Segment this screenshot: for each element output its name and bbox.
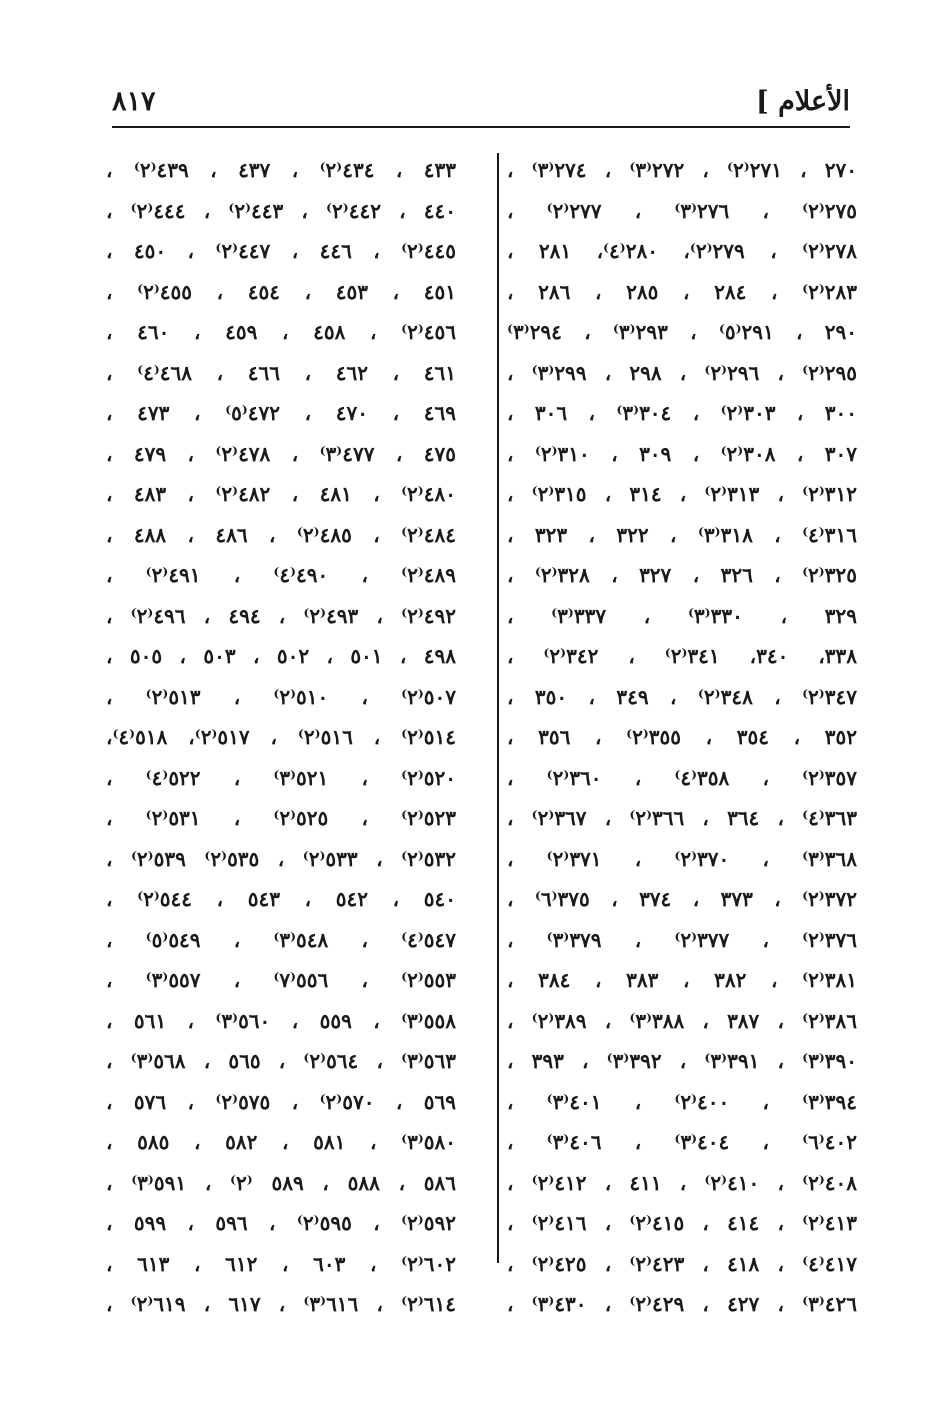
index-line: ٤٩٢⁽٢⁾ ، ٤٩٣⁽٢⁾ ، ٤٩٤ ، ٤٩٦⁽٢⁾ ، xyxy=(106,603,457,628)
index-line: ٤٠٢⁽٦⁾ ، ٤٠٤⁽٣⁾ ، ٤٠٦⁽٣⁾ ، xyxy=(507,1130,858,1154)
index-line: ٤٥٦⁽٢⁾ ، ٤٥٨ ، ٤٥٩ ، ٤٦٠ ، xyxy=(106,320,457,344)
index-line: ٤٧٥ ، ٤٧٧⁽٣⁾ ، ٤٧٨⁽٢⁾ ، ٤٧٩ ، xyxy=(106,441,456,466)
index-line: ٥٨٦ ، ٥٨٨ ، ٥٨٩ ⁽٢⁾ ، ٥٩١⁽٣⁾ ، xyxy=(106,1170,457,1195)
index-line: ٢٨٣⁽٢⁾ ، ٢٨٤ ، ٢٨٥ ، ٢٨٦ ، xyxy=(507,279,858,304)
index-line: ٦٠٢⁽٢⁾ ، ٦٠٣ ، ٦١٢ ، ٦١٣ ، xyxy=(106,1251,457,1276)
index-line: ٥٢٠⁽٢⁾ ، ٥٢١⁽٣⁾ ، ٥٢٢⁽٤⁾ ، xyxy=(106,765,457,790)
index-line: ٢٧٠ ، ٢٧١⁽٢⁾ ، ٢٧٢⁽٣⁾ ، ٢٧٤⁽٣⁾ ، xyxy=(507,158,858,182)
index-line: ٥٨٠⁽٣⁾ ، ٥٨١ ، ٥٨٢ ، ٥٨٥ ، xyxy=(106,1130,457,1154)
index-line: ٥٥٣⁽٢⁾ ، ٥٥٦⁽٧⁾ ، ٥٥٧⁽٣⁾ ، xyxy=(106,968,457,992)
index-line: ٣٣٨، ٣٤٠، ٣٤١⁽٢⁾ ، ٣٤٢⁽٢⁾ ، xyxy=(507,644,858,668)
index-line: ٤٤٠ ، ٤٤٢⁽٢⁾ ، ٤٤٣⁽٢⁾ ، ٤٤٤⁽٢⁾ ، xyxy=(106,198,457,223)
index-line: ٤٨٩⁽٢⁾ ، ٤٩٠⁽٤⁾ ، ٤٩١⁽٢⁾ ، xyxy=(106,563,457,587)
index-line: ٤٨٠⁽٢⁾ ، ٤٨١ ، ٤٨٢⁽٢⁾ ، ٤٨٣ ، xyxy=(106,482,456,506)
index-line: ٣١٢⁽٢⁾ ، ٣١٣⁽٢⁾ ، ٣١٤ ، ٣١٥⁽٢⁾ ، xyxy=(507,482,858,506)
index-line: ٤٠٨⁽٢⁾ ، ٤١٠⁽٢⁾ ، ٤١١ ، ٤١٢⁽٢⁾ ، xyxy=(507,1170,858,1195)
index-line: ٤١٧⁽٤⁾ ، ٤١٨ ، ٤٢٣⁽٢⁾ ، ٤٢٥⁽٢⁾ ، xyxy=(507,1251,858,1276)
index-line: ٥٢٣⁽٢⁾ ، ٥٢٥⁽٢⁾ ، ٥٣١⁽٢⁾ ، xyxy=(106,806,457,830)
index-line: ٤٢٦⁽٣⁾ ، ٤٢٧ ، ٤٢٩⁽٢⁾ ، ٤٣٠⁽٣⁾ ، xyxy=(507,1292,858,1316)
index-line: ٣٨١⁽٢⁾ ، ٣٨٢ ، ٣٨٣ ، ٣٨٤ ، xyxy=(507,968,858,992)
page-number: ٨١٧ xyxy=(112,86,156,117)
index-line: ٥٦٩ ، ٥٧٠⁽٢⁾ ، ٥٧٥⁽٢⁾ ، ٥٧٦ ، xyxy=(106,1089,456,1114)
index-column-left xyxy=(106,150,456,1325)
index-line: ٥٠٧⁽٢⁾ ، ٥١٠⁽٢⁾ ، ٥١٣⁽٢⁾ ، xyxy=(106,684,457,709)
index-line: ٥٤٠ ، ٥٤٢ ، ٥٤٣ ، ٥٤٤⁽٢⁾ ، xyxy=(106,887,457,911)
index-line: ٣٦٨⁽٣⁾ ، ٣٧٠⁽٢⁾ ، ٣٧١⁽٢⁾ ، xyxy=(507,846,858,871)
column-divider xyxy=(497,153,499,1263)
index-line: ٤٣٣ ، ٤٣٤⁽٢⁾ ، ٤٣٧ ، ٤٣٩⁽٢⁾ ، xyxy=(106,158,456,182)
index-line: ٣٨٦⁽٢⁾ ، ٣٨٧ ، ٣٨٨⁽٣⁾ ، ٣٨٩⁽٢⁾ ، xyxy=(507,1008,858,1033)
index-line: ٢٧٥⁽٢⁾ ، ٢٧٦⁽٣⁾ ، ٢٧٧⁽٢⁾ ، xyxy=(507,198,858,223)
index-line: ٢٧٨⁽٢⁾ ، ٢٧٩⁽٢⁾، ٢٨٠⁽٤⁾، ٢٨١ ، xyxy=(507,239,858,263)
index-line: ٣٤٧⁽٢⁾ ، ٣٤٨⁽٢⁾ ، ٣٤٩ ، ٣٥٠ ، xyxy=(507,684,857,709)
index-line: ٣٢٩ ، ٣٣٠⁽٣⁾ ، ٣٣٧⁽٣⁾ ، xyxy=(507,603,857,628)
index-line: ٣٠٠ ، ٣٠٣⁽٢⁾ ، ٣٠٤⁽٣⁾ ، ٣٠٦ ، xyxy=(507,401,857,425)
running-title: الأعلام ] xyxy=(755,86,850,117)
index-line: ٣١٦⁽٤⁾ ، ٣١٨⁽٣⁾ ، ٣٢٢ ، ٣٢٣ ، xyxy=(507,522,857,547)
header-rule xyxy=(112,126,850,128)
page-header xyxy=(112,84,850,124)
index-line: ٣٥٢ ، ٣٥٤ ، ٣٥٥⁽٢⁾ ، ٣٥٦ ، xyxy=(507,725,858,749)
index-line: ٣٦٣⁽٤⁾ ، ٣٦٤ ، ٣٦٦⁽٢⁾ ، ٣٦٧⁽٢⁾ ، xyxy=(507,806,858,830)
index-line: ٤٥١ ، ٤٥٣ ، ٤٥٤ ، ٤٥٥⁽٢⁾ ، xyxy=(106,279,457,304)
index-line: ٣٩٠⁽٣⁾ ، ٣٩١⁽٣⁾ ، ٣٩٢⁽٣⁾ ، ٣٩٣ ، xyxy=(507,1049,858,1073)
index-line: ٥٣٢⁽٢⁾ ، ٥٣٣⁽٢⁾ ، ٥٣٥⁽٢⁾ ٥٣٩⁽٢⁾ ، xyxy=(106,846,457,871)
index-line: ٥٥٨⁽٣⁾ ، ٥٥٩ ، ٥٦٠⁽٣⁾ ، ٥٦١ ، xyxy=(106,1008,456,1033)
index-line: ٥٤٧⁽٤⁾ ، ٥٤٨⁽٣⁾ ، ٥٤٩⁽٥⁾ ، xyxy=(106,927,457,952)
index-line: ٣٩٤⁽٣⁾ ، ٤٠٠⁽٢⁾ ، ٤٠١⁽٣⁾ ، xyxy=(507,1089,858,1114)
index-line: ٤٤٥⁽٢⁾ ، ٤٤٦ ، ٤٤٧⁽٢⁾ ، ٤٥٠ ، xyxy=(106,239,456,263)
index-column-right xyxy=(507,150,857,1325)
index-line: ٣٢٥⁽٢⁾ ، ٣٢٦ ، ٣٢٧ ، ٣٢٨⁽٢⁾ ، xyxy=(507,563,857,587)
index-line: ٤٦١ ، ٤٦٢ ، ٤٦٦ ، ٤٦٨⁽٤⁾ ، xyxy=(106,360,457,385)
index-line: ٤١٣⁽٢⁾ ، ٤١٤ ، ٤١٥⁽٢⁾ ، ٤١٦⁽٢⁾ ، xyxy=(507,1211,858,1235)
index-line: ٣٧٦⁽٢⁾ ، ٣٧٧⁽٢⁾ ، ٣٧٩⁽٣⁾ ، xyxy=(507,927,858,952)
index-line: ٤٦٩ ، ٤٧٠ ، ٤٧٢⁽٥⁾ ، ٤٧٣ ، xyxy=(106,401,457,425)
index-line: ٢٩٠ ، ٢٩١⁽٥⁾ ، ٢٩٣⁽٣⁾ ، ٢٩٤⁽٣⁾ xyxy=(507,320,858,344)
index-line: ٤٨٤⁽٢⁾ ، ٤٨٥⁽٢⁾ ، ٤٨٦ ، ٤٨٨ ، xyxy=(106,522,456,547)
index-line: ٥٦٣⁽٣⁾ ، ٥٦٤⁽٢⁾ ، ٥٦٥ ، ٥٦٨⁽٣⁾ ، xyxy=(106,1049,457,1073)
index-line: ٤٩٨ ، ٥٠١ ، ٥٠٢ ، ٥٠٣ ، ٥٠٥ ، xyxy=(106,644,457,668)
index-line: ٣٥٧⁽٢⁾ ، ٣٥٨⁽٤⁾ ، ٣٦٠⁽٢⁾ ، xyxy=(507,765,858,790)
index-line: ٥٩٢⁽٢⁾ ، ٥٩٥⁽٢⁾ ، ٥٩٦ ، ٥٩٩ ، xyxy=(106,1211,456,1235)
index-line: ٣٧٢⁽٢⁾ ، ٣٧٣ ، ٣٧٤ ، ٣٧٥⁽٦⁾ ، xyxy=(507,887,857,911)
index-line: ٦١٤⁽٢⁾ ، ٦١٦⁽٣⁾ ، ٦١٧ ، ٦١٩⁽٢⁾ ، xyxy=(106,1292,457,1316)
index-line: ٢٩٥⁽٢⁾ ، ٢٩٦⁽٢⁾ ، ٢٩٨ ، ٢٩٩⁽٣⁾ ، xyxy=(507,360,858,385)
index-line: ٣٠٧ ، ٣٠٨⁽٢⁾ ، ٣٠٩ ، ٣١٠⁽٢⁾ ، xyxy=(507,441,857,466)
index-line: ٥١٤⁽٢⁾ ، ٥١٦⁽٢⁾ ، ٥١٧⁽٢⁾، ٥١٨⁽٤⁾، xyxy=(106,725,457,749)
